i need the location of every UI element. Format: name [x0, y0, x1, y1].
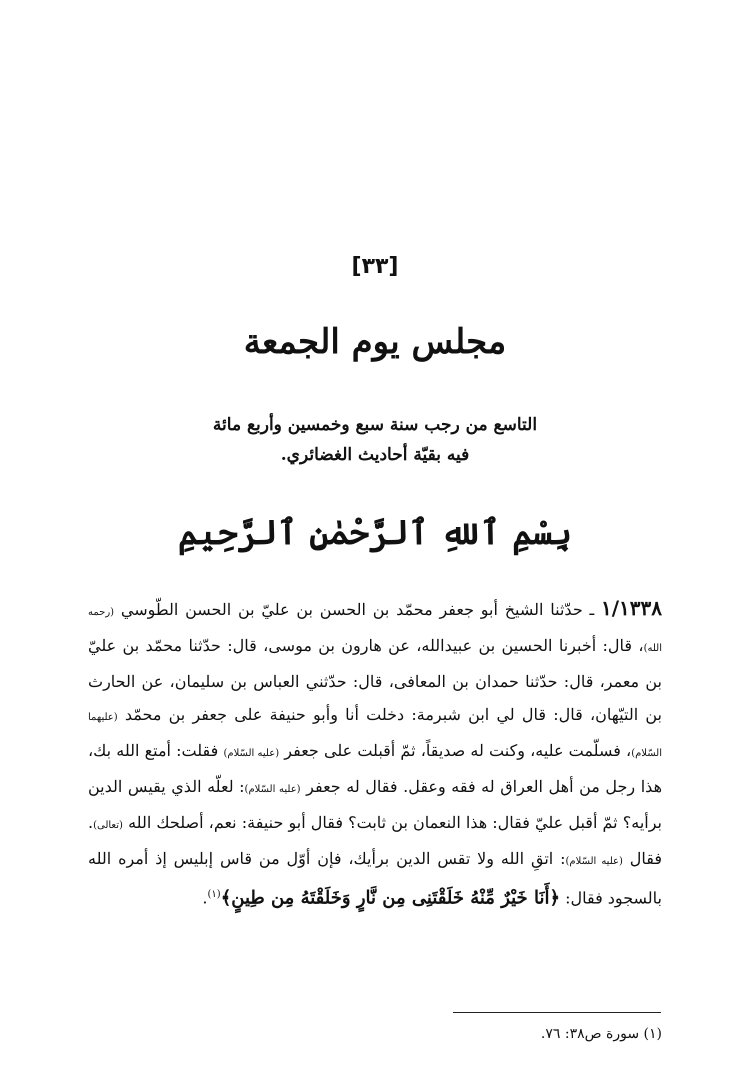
subtitle-line-1: التاسع من رجب سنة سبع وخمسين وأربع مائة [212, 415, 538, 435]
honorific: (عليه السّلام) [244, 784, 301, 795]
section-number: [٣٣] [351, 254, 399, 279]
subtitle [0, 410, 750, 470]
hadith-dash: ـ [582, 600, 601, 619]
hadith-text-5: : لعلّه الذي يقيس الدين برأيه؟ ثمّ أقبل عليّ فقال: هذا النعمان بن ثابت؟ فقال أبو حنيفة: نعم، أصلحك الله [88, 777, 662, 832]
hadith-text-7: : اتقِ الله ولا تقس الدين برأيك، فإن أوّل من قاس إبليس إذ أمره الله بالسجود فقال: [88, 849, 662, 908]
subtitle-line-2: فيه بقيّة أحاديث الغضائري. [280, 445, 470, 465]
hadith-text-3: ، فسلّمت عليه، وكنت له صديقاً، ثمّ أقبلت على جعفر [279, 741, 632, 760]
hadith-text-2: ، قال: أخبرنا الحسين بن عبيدالله، عن هارون بن موسى، قال: حدّثنا محمّد بن عليّ بن معمر، قال: حدّثنا حمدان بن المعافى، قال: حدّثني العباس بن سليمان، عن الحارث بن التيّهان، قال: قال لي ابن شبرمة: دخلت أنا وأبو حنيفة على جعفر بن محمّد [88, 636, 663, 724]
honorific: (رحمه الله) [88, 607, 662, 654]
hadith-text-4: فقلت: أمتع الله بك، هذا رجل من أهل العراق له فقه وعقل. فقال له جعفر [88, 741, 663, 796]
hadith-text-1: حدّثنا الشيخ أبو جعفر محمّد بن الحسن بن عليّ بن الحسن الطّوسي [114, 600, 583, 619]
footnote: (١) سورة ص٣٨: ٧٦. [540, 1026, 662, 1042]
basmala: بِسْمِ ٱللهِ ٱلرَّحْمٰنِ ٱلرَّحِيمِ [177, 513, 573, 553]
hadith-end: . [202, 888, 208, 908]
hadith-text-6: . فقال [88, 813, 663, 868]
footnote-reference: (١) [207, 889, 221, 900]
quran-verse: ﴿أَنَا خَيْرٌ مِّنْهُ خَلَقْتَنِى مِن نَّارٍ وَخَلَقْتَهُ مِن طِينٍ﴾ [220, 887, 560, 909]
hadith-number: ١/١٣٣٨ [601, 596, 663, 620]
page-title: مجلس يوم الجمعة [243, 322, 507, 362]
honorific: (عليهما السّلام) [88, 712, 663, 759]
footnote-divider [453, 1012, 661, 1013]
honorific: (تعالى) [93, 820, 123, 831]
honorific: (عليه السّلام) [223, 748, 280, 759]
honorific: (عليه السّلام) [565, 856, 623, 867]
hadith-paragraph [88, 592, 662, 914]
